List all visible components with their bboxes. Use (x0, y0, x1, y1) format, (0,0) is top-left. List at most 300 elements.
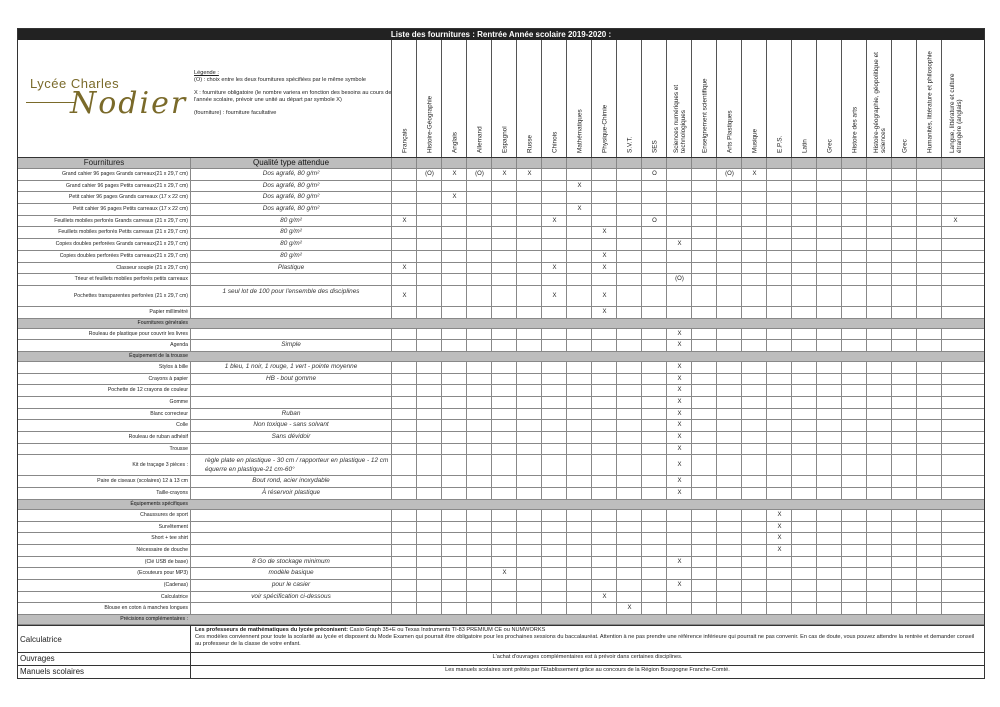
table-row (18, 192, 984, 204)
table-cell (891, 603, 917, 614)
table-cell (516, 603, 542, 614)
table-cell (816, 274, 842, 285)
table-cell (691, 409, 717, 420)
table-cell (741, 251, 767, 262)
table-cell (741, 592, 767, 603)
quality-text: 80 g/m² (190, 227, 391, 238)
subject-header (916, 40, 942, 157)
supply-label: (Cadenas) (163, 581, 188, 588)
table-cell (466, 522, 492, 533)
table-cell (766, 251, 792, 262)
quality-text: Dos agrafé, 80 g/m² (190, 204, 391, 215)
table-cell (416, 455, 442, 475)
table-cell (541, 533, 567, 544)
table-cell (516, 510, 542, 521)
ouvrages-label: Ouvrages (20, 654, 55, 663)
table-row (18, 476, 984, 488)
table-cell (491, 409, 517, 420)
table-cell (616, 385, 642, 396)
table-cell (666, 522, 692, 533)
table-cell (691, 545, 717, 556)
table-cell (466, 374, 492, 385)
table-cell (841, 603, 867, 614)
table-cell (891, 409, 917, 420)
mark-cell: X (666, 329, 692, 340)
table-header-row (18, 158, 984, 169)
table-cell (691, 329, 717, 340)
table-cell (541, 488, 567, 499)
table-cell (816, 409, 842, 420)
table-cell (891, 251, 917, 262)
table-cell (416, 286, 442, 306)
table-cell (841, 522, 867, 533)
table-cell (691, 274, 717, 285)
table-cell (491, 580, 517, 591)
table-cell (616, 533, 642, 544)
supply-label: Trieur et feuillets mobiles perforés petits carreaux (74, 276, 188, 283)
table-cell (941, 476, 969, 487)
table-cell (891, 510, 917, 521)
table-cell (866, 274, 892, 285)
table-cell (866, 568, 892, 579)
table-cell (641, 307, 667, 318)
table-cell (491, 603, 517, 614)
table-cell (766, 158, 792, 168)
table-cell (891, 522, 917, 533)
table-cell (741, 307, 767, 318)
table-cell (866, 158, 892, 168)
supply-label: Agenda (170, 342, 188, 349)
mark-cell: X (666, 476, 692, 487)
subject-label: Arts Plastiques (726, 110, 733, 153)
mark-cell: X (491, 568, 517, 579)
table-cell (491, 592, 517, 603)
table-cell (841, 420, 867, 431)
table-cell (741, 181, 767, 192)
table-cell (791, 204, 817, 215)
table-cell (416, 374, 442, 385)
mark-cell: X (591, 227, 617, 238)
table-row (18, 580, 984, 592)
table-cell (491, 227, 517, 238)
table-cell (491, 533, 517, 544)
table-cell (616, 329, 642, 340)
table-row (18, 251, 984, 263)
table-cell (466, 592, 492, 603)
table-cell (916, 488, 942, 499)
table-cell (766, 239, 792, 250)
table-cell (716, 181, 742, 192)
supply-label: Crayons à papier (148, 375, 188, 382)
table-cell (466, 204, 492, 215)
table-cell (441, 592, 467, 603)
table-cell (916, 227, 942, 238)
subject-header (741, 40, 767, 157)
table-cell (641, 568, 667, 579)
quality-text (190, 329, 391, 340)
subject-label: Français (401, 128, 408, 153)
table-cell (441, 329, 467, 340)
table-cell (866, 374, 892, 385)
supply-label: Blouse en coton à manches longues (104, 605, 188, 612)
table-row (18, 603, 984, 615)
table-cell (741, 545, 767, 556)
table-cell (441, 251, 467, 262)
quality-text (190, 385, 391, 396)
table-cell (641, 444, 667, 455)
table-cell (891, 307, 917, 318)
table-row (18, 274, 984, 286)
quality-text: règle plate en plastique - 30 cm / rapporteur en plastique - 12 cm équerre en plastique-21 cm-60° (190, 455, 391, 475)
table-cell (691, 592, 717, 603)
table-cell (541, 557, 567, 568)
table-cell (941, 397, 969, 408)
table-cell (416, 385, 442, 396)
quality-text (190, 307, 391, 318)
table-cell (866, 603, 892, 614)
subject-label: Enseignement scientifique (701, 78, 708, 153)
table-cell (766, 192, 792, 203)
subject-label: Chinois (551, 131, 558, 153)
calculator-note (190, 626, 984, 652)
table-cell (616, 192, 642, 203)
table-cell (766, 263, 792, 274)
table-cell (841, 340, 867, 351)
subject-label: Allemand (476, 126, 483, 153)
table-cell (391, 476, 417, 487)
table-cell (491, 192, 517, 203)
mark-cell: X (541, 216, 567, 227)
table-cell (816, 385, 842, 396)
table-cell (541, 239, 567, 250)
table-cell (816, 251, 842, 262)
table-cell (641, 239, 667, 250)
mark-cell: X (666, 374, 692, 385)
subject-header (466, 40, 492, 157)
table-cell (716, 592, 742, 603)
table-cell (441, 580, 467, 591)
table-cell (741, 362, 767, 373)
subject-header (716, 40, 742, 157)
table-cell (741, 420, 767, 431)
table-cell (691, 216, 717, 227)
table-cell (491, 181, 517, 192)
table-cell (941, 169, 969, 180)
table-cell (716, 545, 742, 556)
subject-header (541, 40, 567, 157)
table-cell (741, 286, 767, 306)
table-cell (866, 533, 892, 544)
table-cell (816, 158, 842, 168)
section-row (18, 500, 984, 510)
supply-label: Classeur souple (21 x 29,7 cm) (116, 264, 188, 271)
table-cell (591, 510, 617, 521)
subject-label: Histoire-géographie, géopolitique et sciences (872, 52, 887, 153)
table-row (18, 522, 984, 534)
table-cell (866, 181, 892, 192)
table-cell (741, 455, 767, 475)
table-cell (841, 557, 867, 568)
table-cell (466, 216, 492, 227)
table-cell (441, 432, 467, 443)
table-cell (841, 329, 867, 340)
table-cell (741, 603, 767, 614)
ouvrages-note: L'achat d'ouvrages complémentaires est à prévoir dans certaines disciplines. (190, 653, 984, 665)
table-row (18, 444, 984, 456)
supply-label: Rouleau de plastique pour couvrir les livres (88, 330, 188, 337)
table-cell (391, 432, 417, 443)
table-cell (766, 385, 792, 396)
table-cell (516, 340, 542, 351)
table-cell (641, 592, 667, 603)
subject-header (516, 40, 542, 157)
table-cell (391, 455, 417, 475)
table-cell (841, 204, 867, 215)
quality-text: 80 g/m² (190, 251, 391, 262)
table-cell (516, 568, 542, 579)
table-cell (391, 239, 417, 250)
table-cell (416, 274, 442, 285)
table-cell (791, 432, 817, 443)
table-cell (916, 204, 942, 215)
table-cell (941, 307, 969, 318)
subject-header (591, 40, 617, 157)
quality-text (190, 444, 391, 455)
table-cell (716, 432, 742, 443)
table-cell (891, 385, 917, 396)
supply-table (18, 158, 984, 625)
table-cell (441, 522, 467, 533)
supply-label: (Clé USB de base) (144, 558, 188, 565)
table-cell (391, 603, 417, 614)
table-cell (941, 592, 969, 603)
table-cell (941, 274, 969, 285)
table-cell (441, 533, 467, 544)
mark-cell: X (391, 286, 417, 306)
table-cell (491, 545, 517, 556)
subject-header (766, 40, 792, 157)
supply-label: Paire de ciseaux (scolaires) 12 à 13 cm (97, 478, 188, 485)
supply-label: Feuillets mobiles perforés Petits carreaux (21 x 29,7 cm) (58, 229, 188, 236)
quality-text (190, 274, 391, 285)
table-cell (691, 181, 717, 192)
table-cell (766, 432, 792, 443)
mark-cell: X (591, 263, 617, 274)
table-cell (466, 409, 492, 420)
table-cell (791, 340, 817, 351)
table-cell (391, 181, 417, 192)
table-cell (791, 286, 817, 306)
table-cell (441, 239, 467, 250)
subject-label: E.P.S. (776, 135, 783, 153)
table-cell (616, 455, 642, 475)
table-cell (941, 385, 969, 396)
table-cell (791, 603, 817, 614)
table-cell (691, 385, 717, 396)
supply-label: Short + tee shirt (151, 535, 188, 542)
table-cell (591, 374, 617, 385)
legend-line-2: X : fourniture obligatoire (le nombre variera en fonction des besoins au cours de l'année scolaire, prévoir une unité au départ par symbole X) (194, 90, 392, 103)
mark-cell: X (666, 409, 692, 420)
table-row (18, 455, 984, 476)
table-cell (891, 340, 917, 351)
subject-header (691, 40, 717, 157)
table-cell (741, 522, 767, 533)
table-cell (716, 510, 742, 521)
table-cell (716, 568, 742, 579)
supply-label: Trousse (169, 445, 188, 452)
table-cell (741, 216, 767, 227)
table-cell (516, 181, 542, 192)
table-cell (916, 432, 942, 443)
quality-text: HB - bout gomme (190, 374, 391, 385)
table-cell (516, 444, 542, 455)
table-cell (791, 580, 817, 591)
table-cell (891, 420, 917, 431)
table-cell (466, 488, 492, 499)
table-cell (766, 286, 792, 306)
table-cell (766, 476, 792, 487)
table-cell (516, 307, 542, 318)
table-cell (791, 420, 817, 431)
table-cell (541, 204, 567, 215)
table-cell (866, 329, 892, 340)
table-cell (641, 510, 667, 521)
table-cell (591, 385, 617, 396)
table-row (18, 263, 984, 275)
table-row (18, 181, 984, 193)
table-cell (641, 409, 667, 420)
table-cell (591, 557, 617, 568)
table-cell (941, 455, 969, 475)
quality-text: Dos agrafé, 80 g/m² (190, 181, 391, 192)
table-cell (766, 592, 792, 603)
table-cell (391, 522, 417, 533)
table-cell (466, 274, 492, 285)
table-cell (716, 307, 742, 318)
table-cell (866, 263, 892, 274)
table-cell (616, 251, 642, 262)
table-cell (616, 592, 642, 603)
table-cell (566, 420, 592, 431)
table-cell (691, 227, 717, 238)
supply-label: Pochettes transparentes perforées (21 x 29,7 cm) (73, 292, 188, 299)
table-cell (516, 455, 542, 475)
table-cell (666, 227, 692, 238)
subject-header (566, 40, 592, 157)
quality-text: voir spécification ci-dessous (190, 592, 391, 603)
table-cell (816, 545, 842, 556)
table-cell (441, 181, 467, 192)
subject-label: Langue, littérature et culture étrangère (anglais) (948, 73, 963, 153)
table-cell (516, 488, 542, 499)
table-cell (516, 580, 542, 591)
table-cell (416, 227, 442, 238)
table-cell (466, 603, 492, 614)
supply-label: Kit de traçage 3 pièces : (132, 462, 188, 469)
table-cell (416, 568, 442, 579)
table-cell (416, 580, 442, 591)
manuels-row (18, 665, 984, 678)
table-cell (941, 239, 969, 250)
table-cell (541, 455, 567, 475)
table-cell (716, 603, 742, 614)
table-cell (616, 227, 642, 238)
table-cell (716, 362, 742, 373)
table-cell (416, 329, 442, 340)
subject-header (491, 40, 517, 157)
table-cell (516, 274, 542, 285)
table-cell (541, 568, 567, 579)
subject-header (616, 40, 642, 157)
table-cell (591, 216, 617, 227)
table-cell (791, 385, 817, 396)
table-cell (816, 374, 842, 385)
quality-text: 8 Go de stockage minimum (190, 557, 391, 568)
table-cell (916, 568, 942, 579)
table-cell (816, 204, 842, 215)
table-cell (666, 510, 692, 521)
table-cell (441, 158, 467, 168)
table-cell (566, 340, 592, 351)
supply-label: Stylos à bille (158, 363, 188, 370)
mark-cell: (O) (416, 169, 442, 180)
table-cell (566, 227, 592, 238)
table-cell (741, 409, 767, 420)
table-cell (541, 158, 567, 168)
table-cell (816, 329, 842, 340)
mark-cell: X (666, 557, 692, 568)
table-cell (566, 557, 592, 568)
table-cell (691, 158, 717, 168)
quality-text: pour le casier (190, 580, 391, 591)
table-cell (816, 592, 842, 603)
subject-header (816, 40, 842, 157)
subject-label: Histoire des arts (851, 106, 858, 153)
table-cell (666, 251, 692, 262)
table-cell (741, 580, 767, 591)
table-cell (416, 476, 442, 487)
table-cell (716, 204, 742, 215)
school-logo (18, 40, 190, 157)
table-cell (691, 444, 717, 455)
table-cell (691, 340, 717, 351)
subject-header (841, 40, 867, 157)
table-cell (466, 340, 492, 351)
table-cell (391, 409, 417, 420)
table-cell (591, 568, 617, 579)
table-cell (766, 362, 792, 373)
table-cell (666, 158, 692, 168)
table-row (18, 227, 984, 239)
table-cell (691, 533, 717, 544)
supply-label: Copies doubles perforées Grands carreaux(21 x 29,7 cm) (55, 241, 188, 248)
table-cell (741, 263, 767, 274)
table-cell (916, 385, 942, 396)
table-cell (691, 286, 717, 306)
calc-intro: Les professeurs de mathématiques du lycée préconisent: (195, 627, 348, 633)
table-row (18, 557, 984, 569)
table-cell (416, 533, 442, 544)
table-cell (491, 374, 517, 385)
table-cell (816, 510, 842, 521)
table-cell (391, 385, 417, 396)
supply-label: Copies doubles perforées Petits carreaux(21 x 29,7 cm) (59, 252, 188, 259)
table-cell (841, 362, 867, 373)
subject-label: Humanités, littérature et philosophie (926, 51, 933, 153)
table-cell (616, 409, 642, 420)
table-cell (891, 192, 917, 203)
